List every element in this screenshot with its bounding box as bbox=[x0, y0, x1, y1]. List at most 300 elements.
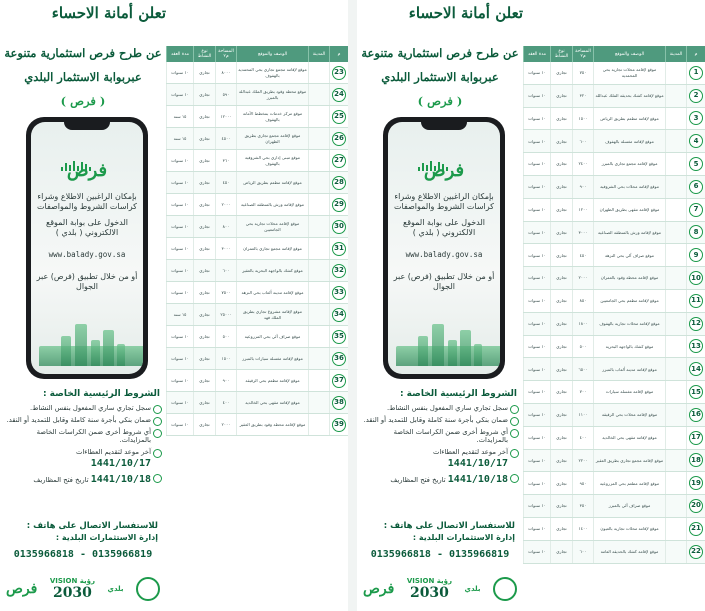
row-number-badge: 15 bbox=[689, 385, 703, 399]
row-number-badge: 30 bbox=[332, 220, 346, 234]
cell-city bbox=[308, 128, 329, 149]
cell-area: ٦٥٠٠ bbox=[572, 358, 593, 380]
cell-activity: تجاري bbox=[550, 176, 572, 198]
cell-area: ١٢٠٠٠ bbox=[215, 106, 236, 127]
terms-list bbox=[4, 404, 162, 489]
cell-number bbox=[686, 541, 705, 563]
cell-city bbox=[308, 370, 329, 391]
table-row bbox=[523, 130, 705, 153]
cell-activity: تجاري bbox=[550, 130, 572, 152]
cell-activity: تجاري bbox=[550, 244, 572, 266]
city-illustration bbox=[37, 322, 137, 366]
cell-duration: ١٠ سنوات bbox=[166, 172, 193, 193]
cell-city bbox=[308, 260, 329, 281]
table-row bbox=[523, 153, 705, 176]
cell-area: ٨٠٠٠ bbox=[215, 62, 236, 83]
cell-duration: ١٥ سنة bbox=[166, 128, 193, 149]
cell-number bbox=[329, 238, 348, 259]
cell-activity: تجاري bbox=[550, 518, 572, 540]
cell-duration: ١٠ سنوات bbox=[166, 392, 193, 413]
contact-phones[interactable]: 0135966818 - 0135966819 bbox=[13, 549, 153, 560]
cell-area: ٤٥٠ bbox=[215, 172, 236, 193]
cell-description: موقع لإقامة مدينة ألعاب بحي النزهة bbox=[236, 282, 308, 303]
term-item: أي شروط أخرى ضمن الكراسات الخاصة بالمزايدات. bbox=[361, 428, 519, 446]
screen-url[interactable]: www.balady.gov.sa bbox=[48, 250, 126, 259]
cell-activity: تجاري bbox=[193, 304, 215, 325]
cell-duration: ١٠ سنوات bbox=[523, 153, 550, 175]
table-row bbox=[166, 128, 348, 150]
cell-activity: تجاري bbox=[193, 84, 215, 105]
row-number-badge: 25 bbox=[332, 110, 346, 124]
contact-department: إدارة الاستثمارات البلدية : bbox=[412, 533, 515, 542]
cell-activity: تجاري bbox=[550, 427, 572, 449]
page-divider bbox=[348, 0, 357, 611]
cell-description: موقع لإقامة مجمع تجاري بطريق الظهران bbox=[236, 128, 308, 149]
term-item: ضمان بنكي بأجرة سنة كاملة وقابل للتمديد أو النقد. bbox=[4, 416, 162, 425]
vision-2030-logo: VISION رؤية 2030 bbox=[49, 577, 96, 601]
cell-area: ٢٠٠٠ bbox=[572, 267, 593, 289]
table-row bbox=[523, 404, 705, 427]
cell-duration: ١٠ سنوات bbox=[523, 358, 550, 380]
row-number-badge: 36 bbox=[332, 352, 346, 366]
table-row bbox=[523, 541, 705, 564]
table-row bbox=[166, 392, 348, 414]
header-duration: مدة العقد bbox=[166, 46, 193, 62]
term-item: سجل تجاري ساري المفعول بنفس النشاط. bbox=[4, 404, 162, 413]
cell-activity: تجاري bbox=[193, 216, 215, 237]
cell-number bbox=[686, 130, 705, 152]
cell-number bbox=[329, 216, 348, 237]
screen-line-portal: الدخول على بوابة الموقع الالكتروني ( بلدي ) bbox=[45, 218, 129, 237]
cell-number bbox=[329, 106, 348, 127]
contact-title: للاستفسار الاتصال على هاتف : bbox=[383, 521, 515, 531]
cell-number bbox=[686, 290, 705, 312]
cell-city bbox=[308, 326, 329, 347]
cell-duration: ١٠ سنوات bbox=[523, 290, 550, 312]
cell-number bbox=[686, 244, 705, 266]
cell-activity: تجاري bbox=[193, 282, 215, 303]
cell-number bbox=[686, 222, 705, 244]
cell-activity: تجاري bbox=[550, 381, 572, 403]
brand-logo-text: فرص bbox=[423, 160, 465, 181]
cell-description: موقع كشك بالواجهة البحرية بالعقير bbox=[236, 260, 308, 281]
cell-description: موقع لإقامة محلات تجارية بحي المحمدية bbox=[593, 62, 665, 84]
cell-city bbox=[665, 381, 686, 403]
screen-line-app: أو من خلال تطبيق (فرص) عبر الجوال bbox=[36, 272, 138, 291]
cell-city bbox=[308, 84, 329, 105]
cell-duration: ١٠ سنوات bbox=[523, 472, 550, 494]
row-number-badge: 37 bbox=[332, 374, 346, 388]
cell-duration: ١٠ سنوات bbox=[166, 414, 193, 435]
table-row bbox=[523, 267, 705, 290]
row-number-badge: 21 bbox=[689, 522, 703, 536]
table-header bbox=[523, 46, 705, 62]
cell-city bbox=[665, 404, 686, 426]
cell-activity: تجاري bbox=[550, 541, 572, 563]
cell-city bbox=[308, 414, 329, 435]
table-row bbox=[523, 176, 705, 199]
cell-duration: ١٠ سنوات bbox=[166, 84, 193, 105]
cell-number bbox=[686, 495, 705, 517]
header-area: المساحة م٢ bbox=[572, 46, 593, 62]
cell-area: ٧٥٠٠ bbox=[215, 282, 236, 303]
cell-duration: ١٠ سنوات bbox=[523, 495, 550, 517]
row-number-badge: 6 bbox=[689, 180, 703, 194]
ad-panel-left bbox=[0, 0, 348, 611]
cell-description: موقع لإقامة ورش بالمنطقة الصناعية bbox=[236, 194, 308, 215]
header-city: المدينة bbox=[665, 46, 686, 62]
balady-logo: بلدي bbox=[107, 585, 124, 593]
deadline-date: 1441/10/17 bbox=[447, 458, 508, 470]
cell-description: موقع مبنى إداري بحي الشروفية بالهفوف bbox=[236, 150, 308, 171]
cell-description: موقع لإقامة كشك بالحديقة العامة bbox=[593, 541, 665, 563]
cell-duration: ١٠ سنوات bbox=[523, 336, 550, 358]
cell-area: ٦٠٠ bbox=[572, 541, 593, 563]
screen-url[interactable]: www.balady.gov.sa bbox=[405, 250, 483, 259]
cell-activity: تجاري bbox=[193, 348, 215, 369]
cell-area: ٣٢٠ bbox=[572, 85, 593, 107]
cell-duration: ١٠ سنوات bbox=[166, 282, 193, 303]
cell-city bbox=[665, 244, 686, 266]
cell-number bbox=[329, 392, 348, 413]
announcement-column bbox=[357, 0, 523, 611]
table-row bbox=[523, 290, 705, 313]
cell-duration: ١٥ سنة bbox=[166, 106, 193, 127]
term-item: ضمان بنكي بأجرة سنة كاملة وقابل للتمديد أو النقد. bbox=[361, 416, 519, 425]
phone-mockup bbox=[383, 117, 505, 379]
cell-city bbox=[308, 106, 329, 127]
cell-city bbox=[308, 238, 329, 259]
cell-area: ٢٠٠٠ bbox=[215, 194, 236, 215]
opening-date: 1441/10/18 bbox=[447, 474, 508, 486]
cell-duration: ١٠ سنوات bbox=[523, 85, 550, 107]
cell-description: موقع لإقامة محلات بحي الرقيقة bbox=[593, 404, 665, 426]
row-number-badge: 3 bbox=[689, 111, 703, 125]
cell-description: موقع لإقامة محطة وقود بطريق العقير bbox=[236, 414, 308, 435]
row-number-badge: 28 bbox=[332, 176, 346, 190]
table-body bbox=[523, 62, 705, 564]
table-row bbox=[523, 427, 705, 450]
row-number-badge: 7 bbox=[689, 203, 703, 217]
cell-activity: تجاري bbox=[193, 260, 215, 281]
table-row bbox=[523, 518, 705, 541]
cell-duration: ١٠ سنوات bbox=[166, 348, 193, 369]
screen-line-browse: بإمكان الراغبين الاطلاع وشراء كراسات الشروط والمواصفات bbox=[394, 192, 494, 211]
contact-title: للاستفسار الاتصال على هاتف : bbox=[26, 521, 158, 531]
cell-duration: ١٠ سنوات bbox=[166, 216, 193, 237]
cell-area: ٨٠٠ bbox=[215, 216, 236, 237]
table-row bbox=[166, 370, 348, 392]
cell-activity: تجاري bbox=[550, 153, 572, 175]
row-number-badge: 1 bbox=[689, 66, 703, 80]
cell-area: ١٥٠٠ bbox=[215, 348, 236, 369]
announcement-column bbox=[0, 0, 166, 611]
cell-city bbox=[665, 130, 686, 152]
footer-logos bbox=[363, 573, 517, 605]
cell-activity: تجاري bbox=[193, 150, 215, 171]
row-number-badge: 9 bbox=[689, 248, 703, 262]
cell-activity: تجاري bbox=[193, 62, 215, 83]
cell-duration: ١٠ سنوات bbox=[523, 244, 550, 266]
cell-area: ٣٠٠٠ bbox=[215, 238, 236, 259]
cell-description: موقع لإقامة مطعم بطريق الرياض bbox=[236, 172, 308, 193]
row-number-badge: 16 bbox=[689, 408, 703, 422]
table-row bbox=[166, 348, 348, 370]
cell-duration: ١٠ سنوات bbox=[166, 326, 193, 347]
cell-activity: تجاري bbox=[193, 414, 215, 435]
cell-activity: تجاري bbox=[193, 392, 215, 413]
ad-subtitle: عن طرح فرص استثمارية متنوعة bbox=[4, 46, 162, 60]
cell-duration: ١٠ سنوات bbox=[166, 370, 193, 391]
opportunities-table-right bbox=[523, 46, 705, 564]
cell-activity: تجاري bbox=[550, 495, 572, 517]
header-activity: نوع النشاط bbox=[193, 46, 215, 62]
cell-city bbox=[308, 172, 329, 193]
cell-duration: ١٠ سنوات bbox=[523, 130, 550, 152]
table-row bbox=[523, 222, 705, 245]
table-row bbox=[523, 358, 705, 381]
vision-2030-logo: VISION رؤية 2030 bbox=[406, 577, 453, 601]
row-number-badge: 32 bbox=[332, 264, 346, 278]
cell-number bbox=[686, 358, 705, 380]
table-row bbox=[523, 62, 705, 85]
cell-description: موقع لإقامة ورش بالمنطقة الصناعية bbox=[593, 222, 665, 244]
table-row bbox=[523, 472, 705, 495]
cell-city bbox=[665, 495, 686, 517]
table-body bbox=[166, 62, 348, 436]
header-area: المساحة م٢ bbox=[215, 46, 236, 62]
table-row bbox=[166, 414, 348, 436]
cell-area: ٥٩٠ bbox=[215, 84, 236, 105]
cell-duration: ١٥ سنة bbox=[166, 304, 193, 325]
table-row bbox=[166, 304, 348, 326]
cell-activity: تجاري bbox=[193, 194, 215, 215]
cell-description: موقع لإقامة محلات تجارية بالعيون bbox=[593, 518, 665, 540]
cell-duration: ١٠ سنوات bbox=[166, 238, 193, 259]
ad-portal-name: ( فرص ) bbox=[417, 94, 463, 108]
cell-description: موقع لإقامة مجمع تجاري بالمبرز bbox=[593, 153, 665, 175]
cell-city bbox=[665, 358, 686, 380]
header-city: المدينة bbox=[308, 46, 329, 62]
row-number-badge: 23 bbox=[332, 66, 346, 80]
cell-city bbox=[665, 472, 686, 494]
cell-city bbox=[665, 267, 686, 289]
cell-activity: تجاري bbox=[193, 370, 215, 391]
table-row bbox=[523, 381, 705, 404]
row-number-badge: 11 bbox=[689, 294, 703, 308]
cell-area: ٢٠٠٠ bbox=[215, 414, 236, 435]
cell-number bbox=[329, 128, 348, 149]
cell-area: ٩٥٠ bbox=[572, 472, 593, 494]
cell-city bbox=[665, 199, 686, 221]
cell-number bbox=[329, 194, 348, 215]
opportunities-table-left bbox=[166, 46, 348, 436]
cell-city bbox=[665, 62, 686, 84]
cell-area: ٩٠٠ bbox=[215, 370, 236, 391]
header-duration: مدة العقد bbox=[523, 46, 550, 62]
cell-description: موقع محطة وقود بطريق الملك عبدالله بالمبرز bbox=[236, 84, 308, 105]
cell-duration: ١٠ سنوات bbox=[523, 541, 550, 563]
cell-description: موقع لإقامة محلات تجارية بحي الجامعيين bbox=[236, 216, 308, 237]
table-row bbox=[523, 85, 705, 108]
cell-description: موقع لإقامة محطة وقود بالعمران bbox=[593, 267, 665, 289]
cell-duration: ١٠ سنوات bbox=[523, 313, 550, 335]
city-illustration bbox=[394, 322, 494, 366]
table-row bbox=[166, 238, 348, 260]
cell-description: موقع لإقامة مغسلة سيارات bbox=[593, 381, 665, 403]
cell-activity: تجاري bbox=[193, 172, 215, 193]
cell-number bbox=[329, 172, 348, 193]
terms-heading: الشروط الرئيسية الخاصة : bbox=[42, 389, 160, 399]
cell-city bbox=[665, 427, 686, 449]
cell-description: موقع لإقامة محلات تجارية بالهفوف bbox=[593, 313, 665, 335]
cell-number bbox=[686, 199, 705, 221]
phone-notch bbox=[64, 121, 110, 130]
table-row bbox=[166, 216, 348, 238]
cell-activity: تجاري bbox=[550, 313, 572, 335]
cell-city bbox=[308, 348, 329, 369]
cell-number bbox=[329, 62, 348, 83]
cell-activity: تجاري bbox=[550, 199, 572, 221]
cell-area: ٧٠٠ bbox=[572, 381, 593, 403]
brand-logo-text: فرص bbox=[66, 160, 108, 181]
cell-city bbox=[308, 392, 329, 413]
terms-heading: الشروط الرئيسية الخاصة : bbox=[399, 389, 517, 399]
cell-duration: ١٠ سنوات bbox=[166, 260, 193, 281]
cell-city bbox=[308, 304, 329, 325]
cell-area: ١١٠٠ bbox=[572, 404, 593, 426]
row-number-badge: 5 bbox=[689, 157, 703, 171]
cell-activity: تجاري bbox=[550, 450, 572, 472]
cell-area: ٢٥٠٠٠ bbox=[215, 304, 236, 325]
header-activity: نوع النشاط bbox=[550, 46, 572, 62]
row-number-badge: 22 bbox=[689, 545, 703, 559]
row-number-badge: 20 bbox=[689, 499, 703, 513]
cell-city bbox=[665, 222, 686, 244]
cell-description: موقع لإقامة محلات بحي الشروفية bbox=[593, 176, 665, 198]
footer-logos bbox=[6, 573, 160, 605]
cell-activity: تجاري bbox=[550, 267, 572, 289]
cell-description: موقع لإقامة مجمع تجاري بالعمران bbox=[236, 238, 308, 259]
cell-activity: تجاري bbox=[193, 128, 215, 149]
cell-description: موقع صراف آلي بالمبرز bbox=[593, 495, 665, 517]
cell-activity: تجاري bbox=[193, 238, 215, 259]
term-item: أي شروط أخرى ضمن الكراسات الخاصة بالمزايدات. bbox=[4, 428, 162, 446]
cell-area: ٦٠٠ bbox=[215, 260, 236, 281]
cell-city bbox=[665, 518, 686, 540]
cell-area: ١٨٠٠ bbox=[572, 313, 593, 335]
row-number-badge: 14 bbox=[689, 362, 703, 376]
table-row bbox=[523, 495, 705, 518]
cell-area: ٤٠٠ bbox=[572, 427, 593, 449]
cell-city bbox=[665, 450, 686, 472]
fursa-logo: فرص bbox=[363, 581, 395, 597]
cell-activity: تجاري bbox=[550, 404, 572, 426]
cell-city bbox=[308, 150, 329, 171]
cell-area: ٣٥٠ bbox=[572, 495, 593, 517]
cell-number bbox=[686, 85, 705, 107]
phone-screen bbox=[31, 122, 143, 374]
cell-number bbox=[329, 370, 348, 391]
table-row bbox=[166, 260, 348, 282]
ad-panel-right bbox=[357, 0, 705, 611]
cell-number bbox=[686, 518, 705, 540]
phone-mockup bbox=[26, 117, 148, 379]
cell-area: ٢٢٠٠ bbox=[572, 450, 593, 472]
row-number-badge: 29 bbox=[332, 198, 346, 212]
cell-number bbox=[686, 472, 705, 494]
cell-city bbox=[665, 153, 686, 175]
cell-area: ١٤٠٠ bbox=[572, 518, 593, 540]
header-number: م bbox=[329, 46, 348, 62]
row-number-badge: 10 bbox=[689, 271, 703, 285]
ministry-seal-icon bbox=[493, 577, 517, 601]
cell-city bbox=[665, 336, 686, 358]
cell-area: ١٥٠٠ bbox=[572, 108, 593, 130]
cell-activity: تجاري bbox=[193, 106, 215, 127]
cell-duration: ١٠ سنوات bbox=[523, 381, 550, 403]
cell-number bbox=[686, 381, 705, 403]
cell-description: موقع لإقامة مطعم بحي الجامعيين bbox=[593, 290, 665, 312]
cell-duration: ١٠ سنوات bbox=[166, 194, 193, 215]
row-number-badge: 12 bbox=[689, 317, 703, 331]
table-row bbox=[166, 150, 348, 172]
cell-duration: ١٠ سنوات bbox=[166, 150, 193, 171]
row-number-badge: 18 bbox=[689, 453, 703, 467]
cell-description: موقع لإقامة مجمع تجاري بحي المحمدية بالهفوف bbox=[236, 62, 308, 83]
cell-city bbox=[308, 62, 329, 83]
header-description: الوصف والموقع bbox=[236, 46, 308, 62]
table-row bbox=[166, 172, 348, 194]
ad-title: تعلن أمانة الاحساء bbox=[51, 4, 166, 22]
fursa-logo: فرص bbox=[6, 581, 38, 597]
header-description: الوصف والموقع bbox=[593, 46, 665, 62]
cell-duration: ١٠ سنوات bbox=[523, 267, 550, 289]
cell-number bbox=[686, 313, 705, 335]
cell-description: موقع لإقامة مقهى بحي الخالدية bbox=[236, 392, 308, 413]
cell-number bbox=[329, 260, 348, 281]
cell-description: موقع لإقامة مقهى بطريق الظهران bbox=[593, 199, 665, 221]
table-row bbox=[523, 108, 705, 131]
cell-number bbox=[329, 282, 348, 303]
row-number-badge: 39 bbox=[332, 418, 346, 432]
phone-screen bbox=[388, 122, 500, 374]
cell-description: موقع مركز خدمات بمخطط الأمانة بالهفوف bbox=[236, 106, 308, 127]
cell-area: ٦٠٠ bbox=[572, 130, 593, 152]
cell-number bbox=[329, 348, 348, 369]
cell-area: ١٢٠٠ bbox=[572, 199, 593, 221]
cell-activity: تجاري bbox=[550, 290, 572, 312]
ad-portal-line: عبربوابة الاستثمار البلدي bbox=[24, 70, 142, 84]
cell-description: موقع لإقامة مغسلة بالهفوف bbox=[593, 130, 665, 152]
cell-city bbox=[665, 313, 686, 335]
cell-number bbox=[686, 267, 705, 289]
row-number-badge: 8 bbox=[689, 225, 703, 239]
cell-description: موقع صراف آلي بحي المزروعية bbox=[236, 326, 308, 347]
cell-city bbox=[665, 290, 686, 312]
contact-phones[interactable]: 0135966818 - 0135966819 bbox=[370, 549, 510, 560]
cell-area: ٢٤٠٠ bbox=[572, 153, 593, 175]
cell-city bbox=[665, 176, 686, 198]
terms-list bbox=[361, 404, 519, 489]
table-header bbox=[166, 46, 348, 62]
cell-number bbox=[686, 404, 705, 426]
row-number-badge: 38 bbox=[332, 396, 346, 410]
cell-description: موقع لإقامة مجمع تجاري بطريق العقير bbox=[593, 450, 665, 472]
table-row bbox=[166, 326, 348, 348]
cell-activity: تجاري bbox=[550, 472, 572, 494]
term-item: آخر موعد لتقديم العطاءات 1441/10/17 bbox=[361, 448, 519, 470]
